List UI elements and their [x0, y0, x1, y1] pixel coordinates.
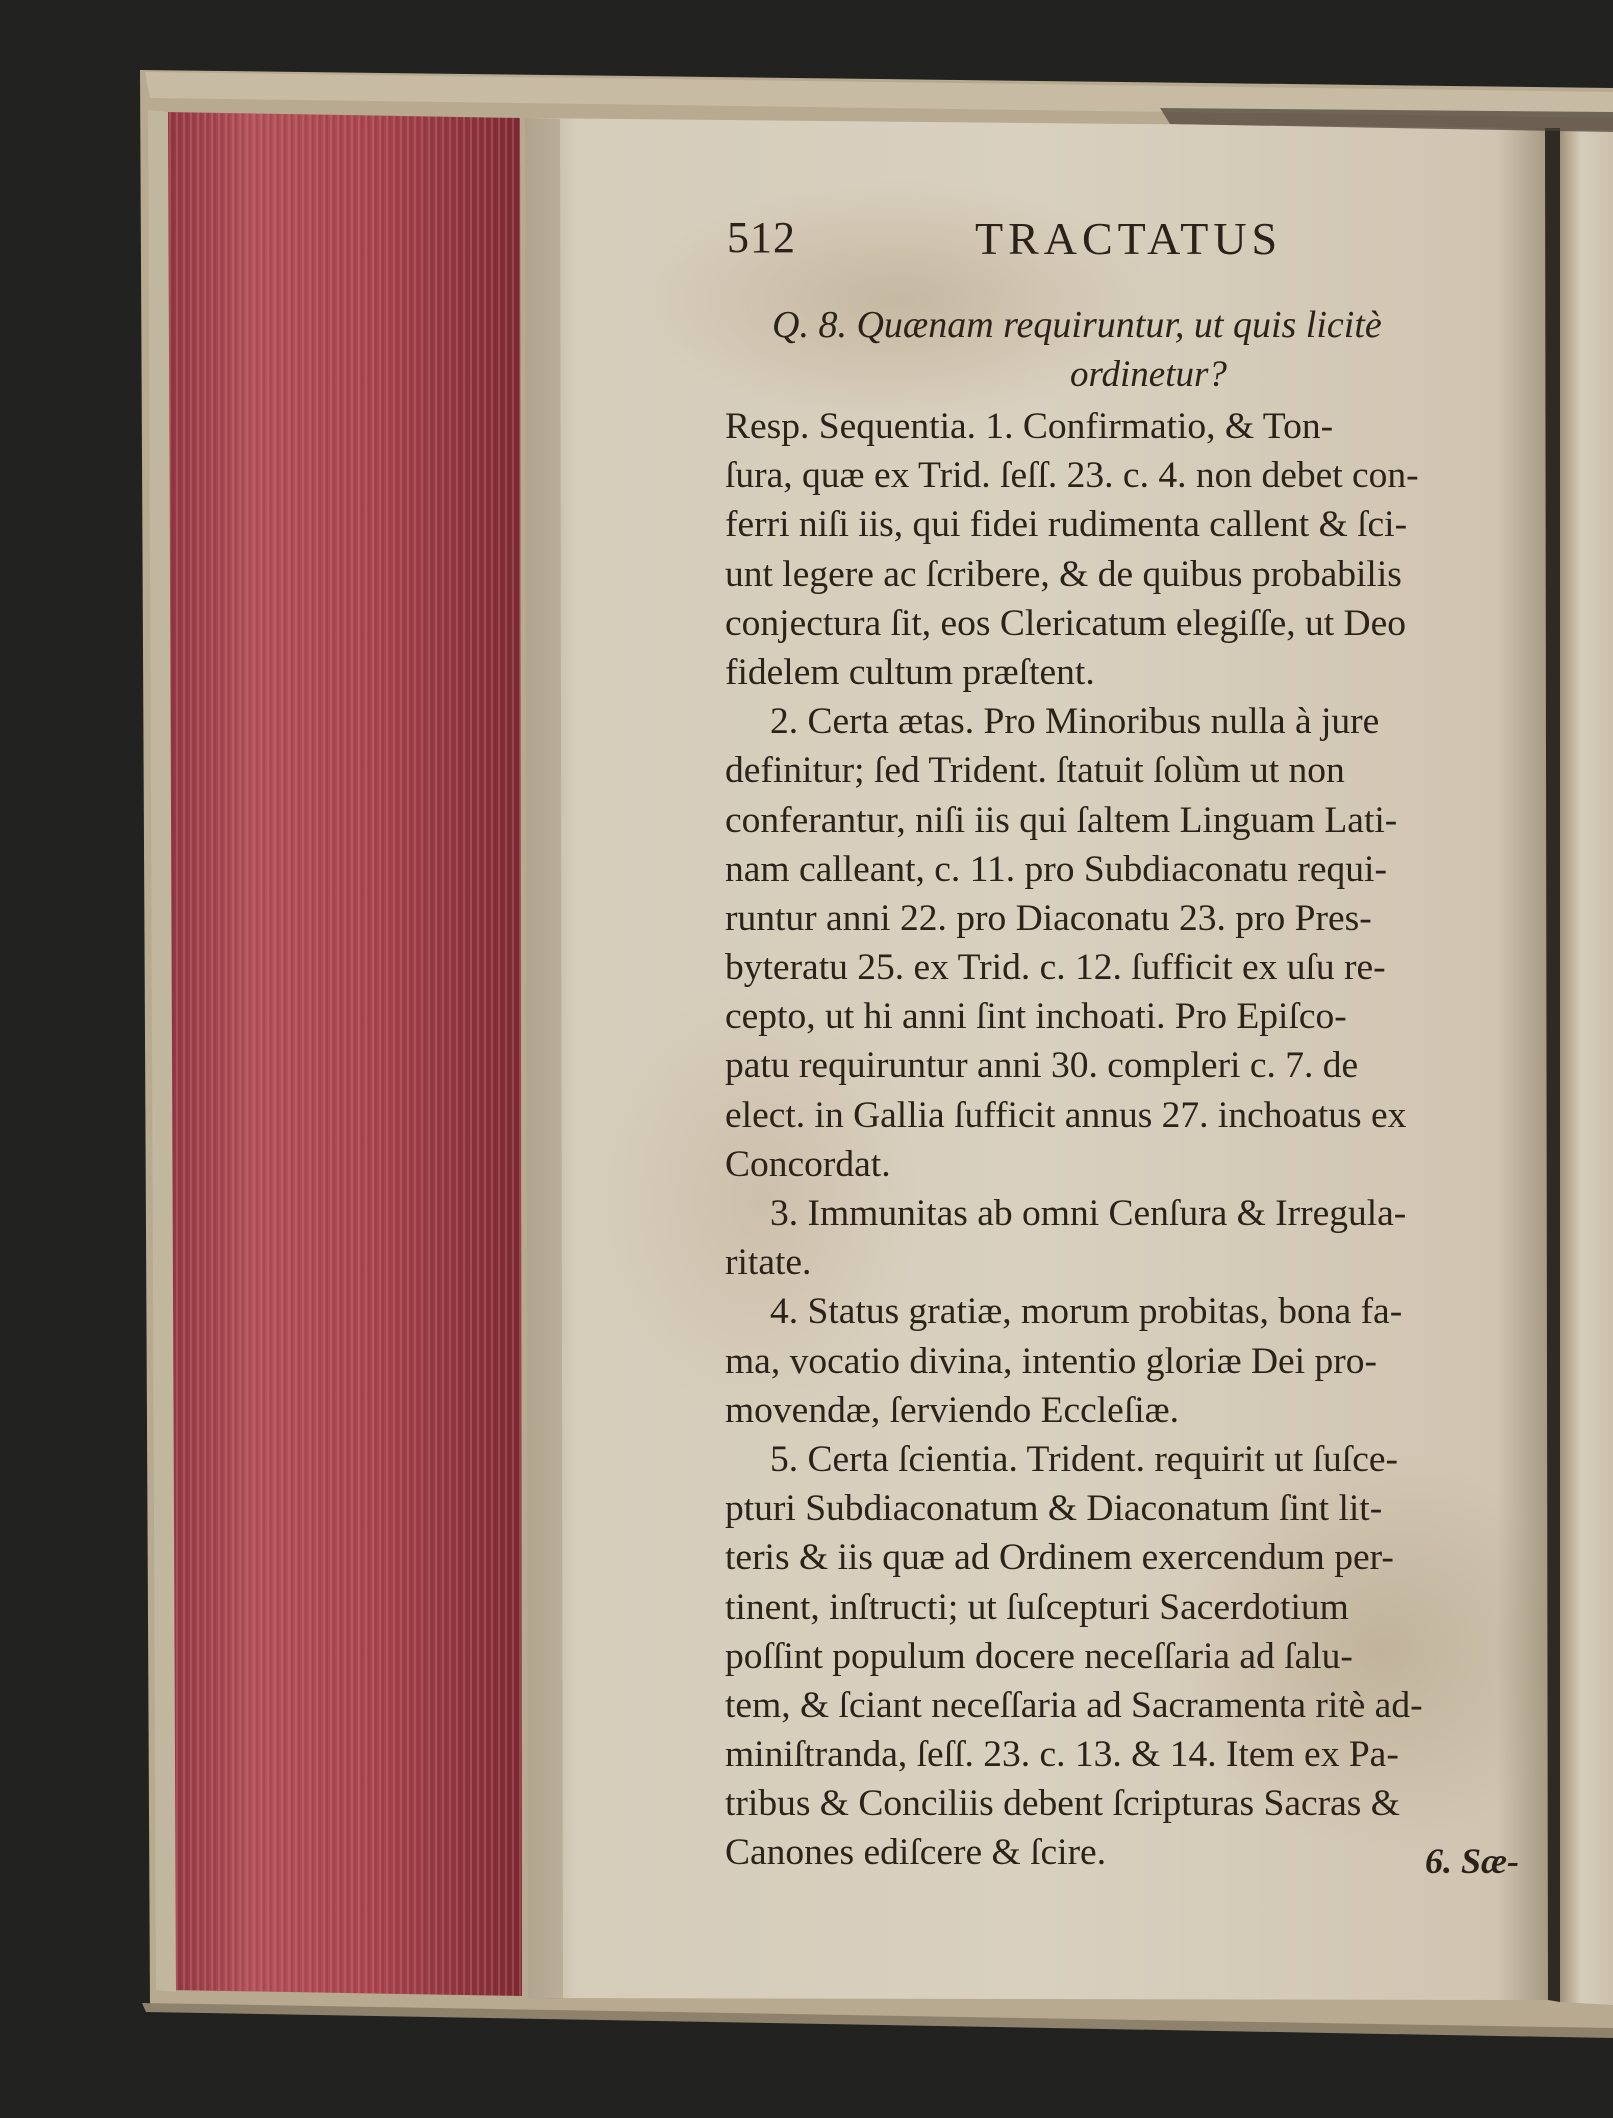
text-line: Canones ediſcere & ſcire. [725, 1832, 1107, 1874]
running-title: TRACTATUS [975, 213, 1283, 264]
text-line: byteratu 25. ex Trid. c. 12. ſufficit ex uſu re- [725, 947, 1386, 989]
text-line: Concordat. [725, 1143, 891, 1185]
text-line: miniſtranda, ſeſſ. 23. c. 13. & 14. Item ex Pa- [725, 1734, 1399, 1776]
text-line: ritate. [725, 1242, 812, 1284]
text-line: tem, & ſciant neceſſaria ad Sacramenta ritè ad- [725, 1684, 1423, 1726]
text-line: cepto, ut hi anni ſint inchoati. Pro Epiſco- [725, 996, 1347, 1038]
text-line: elect. in Gallia ſufficit annus 27. inchoatus ex [725, 1094, 1407, 1136]
text-line: 4. Status gratiæ, morum probitas, bona fa- [770, 1291, 1403, 1333]
right-page [1560, 130, 1613, 2005]
text-line: fidelem cultum præſtent. [725, 651, 1095, 693]
text-line: nam calleant, c. 11. pro Subdiaconatu requi- [725, 848, 1387, 890]
text-line: definitur; ſed Trident. ſtatuit ſolùm ut non [725, 750, 1345, 792]
text-line: 5. Certa ſcientia. Trident. requirit ut ſuſce- [770, 1438, 1398, 1480]
text-line: pturi Subdiaconatum & Diaconatum ſint lit- [725, 1488, 1383, 1530]
text-line: ma, vocatio divina, intentio gloriæ Dei pro- [725, 1340, 1377, 1382]
text-line: 3. Immunitas ab omni Cenſura & Irregula- [770, 1193, 1407, 1234]
text-line: Resp. Sequentia. 1. Confirmatio, & Ton- [725, 406, 1334, 447]
body-text [725, 402, 1520, 1878]
text-line: patu requiruntur anni 30. compleri c. 7. de [725, 1045, 1359, 1087]
page-number: 512 [727, 213, 796, 262]
text-line: ferri niſi iis, qui fidei rudimenta callent & ſci- [725, 504, 1408, 546]
question-heading-continued: ordinetur? [1070, 354, 1227, 395]
text-line: ſura, quæ ex Trid. ſeſſ. 23. c. 4. non debet con- [725, 455, 1419, 497]
text-line: 2. Certa ætas. Pro Minoribus nulla à jure [770, 701, 1380, 743]
text-line: movendæ, ſerviendo Eccleſiæ. [725, 1389, 1180, 1431]
text-line: unt legere ac ſcribere, & de quibus probabilis [725, 553, 1402, 595]
text-line: teris & iis quæ ad Ordinem exercendum per- [725, 1537, 1394, 1579]
text-line: conjectura ſit, eos Clericatum elegiſſe, ut Deo [725, 602, 1407, 644]
text-line: poſſint populum docere neceſſaria ad ſalu- [725, 1635, 1353, 1677]
question-heading: Q. 8. Quænam requiruntur, ut quis licitè [772, 304, 1382, 346]
catchword: 6. Sæ- [1425, 1841, 1520, 1881]
text-line: runtur anni 22. pro Diaconatu 23. pro Pres- [725, 897, 1372, 939]
text-line: tinent, inſtructi; ut ſuſcepturi Sacerdotium [725, 1586, 1349, 1628]
text-line: conferantur, niſi iis qui ſaltem Linguam Lati- [725, 799, 1398, 841]
text-line: tribus & Conciliis debent ſcripturas Sacras & [725, 1783, 1400, 1825]
